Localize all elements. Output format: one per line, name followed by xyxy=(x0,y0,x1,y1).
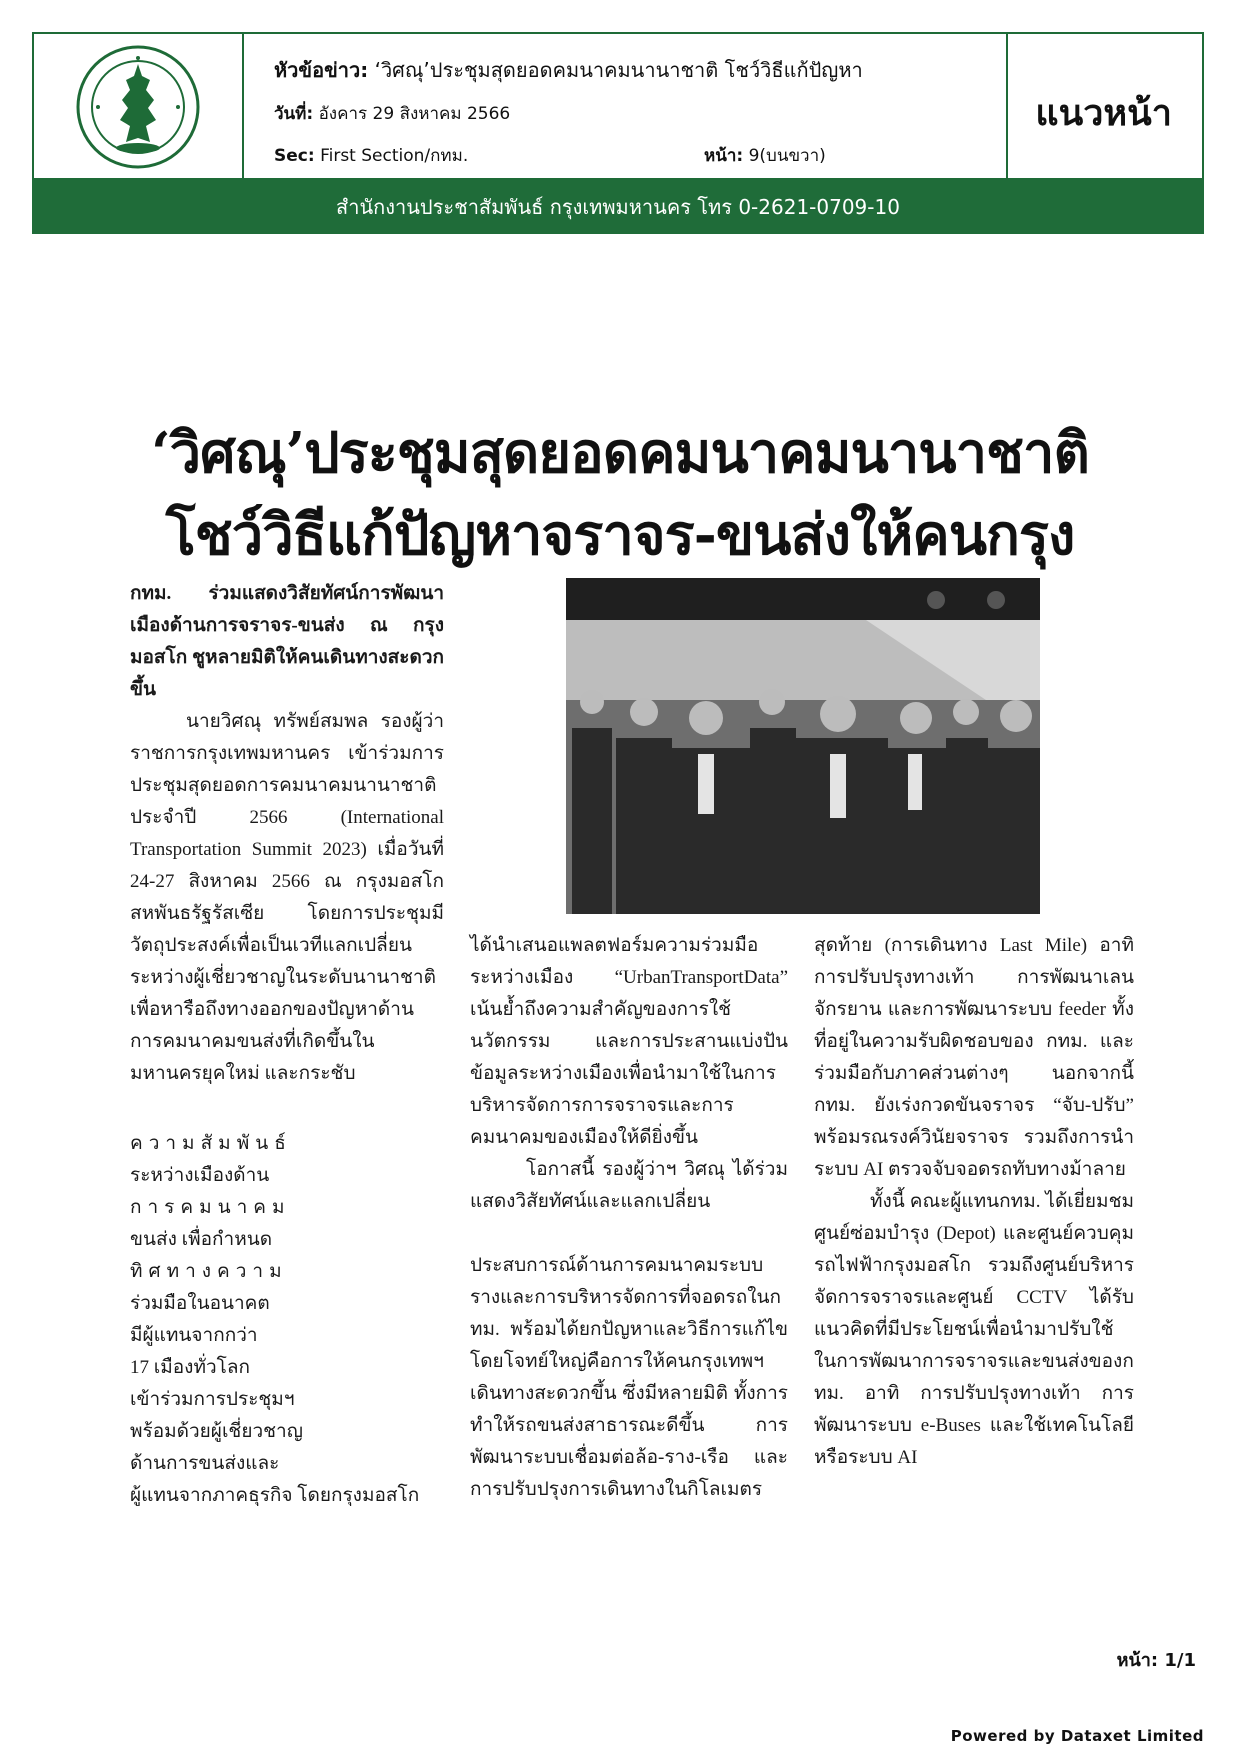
page-indicator: หน้า: 1/1 xyxy=(1116,1650,1196,1671)
page-row xyxy=(704,142,826,169)
bma-logo-cell xyxy=(34,34,244,180)
article-column-2-bottom xyxy=(470,1250,788,1506)
article-column-1-bottom xyxy=(130,1128,446,1512)
article-column-3 xyxy=(814,930,1134,1474)
article-title-line-2: โชว์วิธีแก้ปัญหาจราจร-ขนส่งให้คนกรุง xyxy=(165,502,1075,568)
clipping-info xyxy=(244,34,1008,180)
article-paragraph: ประสบการณ์ด้านการคมนาคมระบบรางและการบริหารจัดการที่จอดรถในกทม. พร้อมได้ยกปัญหาและวิธีการแก้ไข โดยโจทย์ใหญ่คือการให้คนกรุงเทพฯ เดินทางสะดวกขึ้น ซึ่งมีหลายมิติ ทั้งการทำให้รถขนส่งสาธารณะดีขึ้น การพัฒนาระบบเชื่อมต่อล้อ-ราง-เรือ และการปรับปรุงการเดินทางในกิโลเมตร xyxy=(470,1255,788,1500)
date-value: อังคาร 29 สิงหาคม 2566 xyxy=(318,104,511,124)
text-line: ด้านการขนส่งและ xyxy=(130,1453,280,1474)
article-paragraph: นายวิศณุ ทรัพย์สมพล รองผู้ว่าราชการกรุงเทพมหานคร เข้าร่วมการประชุมสุดยอดการคมนาคมนานาชาติ ประจำปี 2566 (International Transportation Summit 2023) เมื่อวันที่ 24-27 สิงหาคม 2566 ณ กรุงมอสโก สหพันธรัฐรัสเซีย โดยการประชุมมีวัตถุประสงค์เพื่อเป็นเวทีแลกเปลี่ยนระหว่างผู้เชี่ยวชาญในระดับนานาชาติเพื่อหารือถึงทางออกของปัญหาด้านการคมนาคมขนส่งที่เกิดขึ้นในมหานครยุคใหม่ และกระชับ xyxy=(130,711,444,1084)
contact-bar: สำนักงานประชาสัมพันธ์ กรุงเทพมหานคร โทร 0-2621-0709-10 xyxy=(32,180,1204,234)
headline-value: ‘วิศณุ’ประชุมสุดยอดคมนาคมนานาชาติ โชว์วิธีแก้ปัญหา xyxy=(374,58,863,82)
article-paragraph: สุดท้าย (การเดินทาง Last Mile) อาทิ การปรับปรุงทางเท้า การพัฒนาเลนจักรยาน และการพัฒนาระบบ feeder ทั้งที่อยู่ในความรับผิดชอบของ กทม. และร่วมมือกับภาคส่วนต่างๆ นอกจากนี้ กทม. ยังเร่งกวดขันจราจร “จับ-ปรับ” พร้อมรณรงค์วินัยจราจร รวมถึงการนำระบบ AI ตรวจจับจอดรถทับทางม้าลาย xyxy=(814,935,1134,1180)
article-paragraph: ได้นำเสนอแพลตฟอร์มความร่วมมือระหว่างเมือง “UrbanTransportData” เน้นย้ำถึงความสำคัญของการใช้นวัตกรรม และการประสานแบ่งปันข้อมูลระหว่างเมืองเพื่อนำมาใช้ในการบริหารจัดการการจราจรและการคมนาคมของเมืองให้ดียิ่งขึ้น xyxy=(470,935,788,1148)
text-line: ขนส่ง เพื่อกำหนด xyxy=(130,1229,273,1250)
headline-label: หัวข้อข่าว: xyxy=(274,58,369,82)
text-line: การคมนาคม xyxy=(130,1197,291,1218)
newspaper-name: แนวหน้า xyxy=(1035,93,1172,134)
group-photo-image xyxy=(566,578,1040,914)
section-value: First Section/กทม. xyxy=(320,146,469,166)
category-cell xyxy=(1008,34,1202,180)
text-line: 17 เมืองทั่วโลก xyxy=(130,1357,251,1378)
powered-by-credit: Powered by Dataxet Limited xyxy=(950,1727,1204,1745)
date-label: วันที่: xyxy=(274,104,314,124)
date-row xyxy=(274,100,510,127)
section-row xyxy=(274,142,468,169)
clipping-header xyxy=(32,32,1204,180)
text-line: มีผู้แทนจากกว่า xyxy=(130,1325,258,1346)
article-photo xyxy=(566,578,1040,914)
headline-row xyxy=(274,54,974,86)
article-title-line-1: ‘วิศณุ’ประชุมสุดยอดคมนาคมนานาชาติ xyxy=(151,420,1089,486)
text-line: เข้าร่วมการประชุมฯ xyxy=(130,1389,295,1410)
text-line: พร้อมด้วยผู้เชี่ยวชาญ xyxy=(130,1421,303,1442)
page-value: 9(บนขวา) xyxy=(748,146,826,166)
article-paragraph: ทั้งนี้ คณะผู้แทนกทม. ได้เยี่ยมชมศูนย์ซ่อมบำรุง (Depot) และศูนย์ควบคุมรถไฟฟ้ากรุงมอสโก รวมถึงศูนย์บริหารจัดการจราจรและศูนย์ CCTV ได้รับแนวคิดที่มีประโยชน์เพื่อนำมาปรับใช้ในการพัฒนาการจราจรและขนส่งของกทม. อาทิ การปรับปรุงทางเท้า การพัฒนาระบบ e-Buses และใช้เทคโนโลยีหรือระบบ AI xyxy=(814,1191,1134,1468)
article-column-2-top xyxy=(470,930,788,1218)
article-paragraph: โอกาสนี้ รองผู้ว่าฯ วิศณุ ได้ร่วมแสดงวิสัยทัศน์และแลกเปลี่ยน xyxy=(470,1159,788,1212)
text-line: ระหว่างเมืองด้าน xyxy=(130,1165,270,1186)
article-column-1-top xyxy=(130,578,444,1090)
page-label: หน้า: xyxy=(704,146,744,166)
text-line: ร่วมมือในอนาคต xyxy=(130,1293,270,1314)
section-label: Sec: xyxy=(274,146,315,166)
article-lead: กทม. ร่วมแสดงวิสัยทัศน์การพัฒนาเมืองด้านการจราจร-ขนส่ง ณ กรุงมอสโก ชูหลายมิติให้คนเดินทางสะดวกขึ้น xyxy=(130,583,444,700)
text-line: ทิศทางความ xyxy=(130,1261,288,1282)
text-line: ผู้แทนจากภาคธุรกิจ โดยกรุงมอสโก xyxy=(130,1485,420,1506)
bma-seal-logo xyxy=(76,42,200,172)
text-line: ความสัมพันธ์ xyxy=(130,1133,292,1154)
